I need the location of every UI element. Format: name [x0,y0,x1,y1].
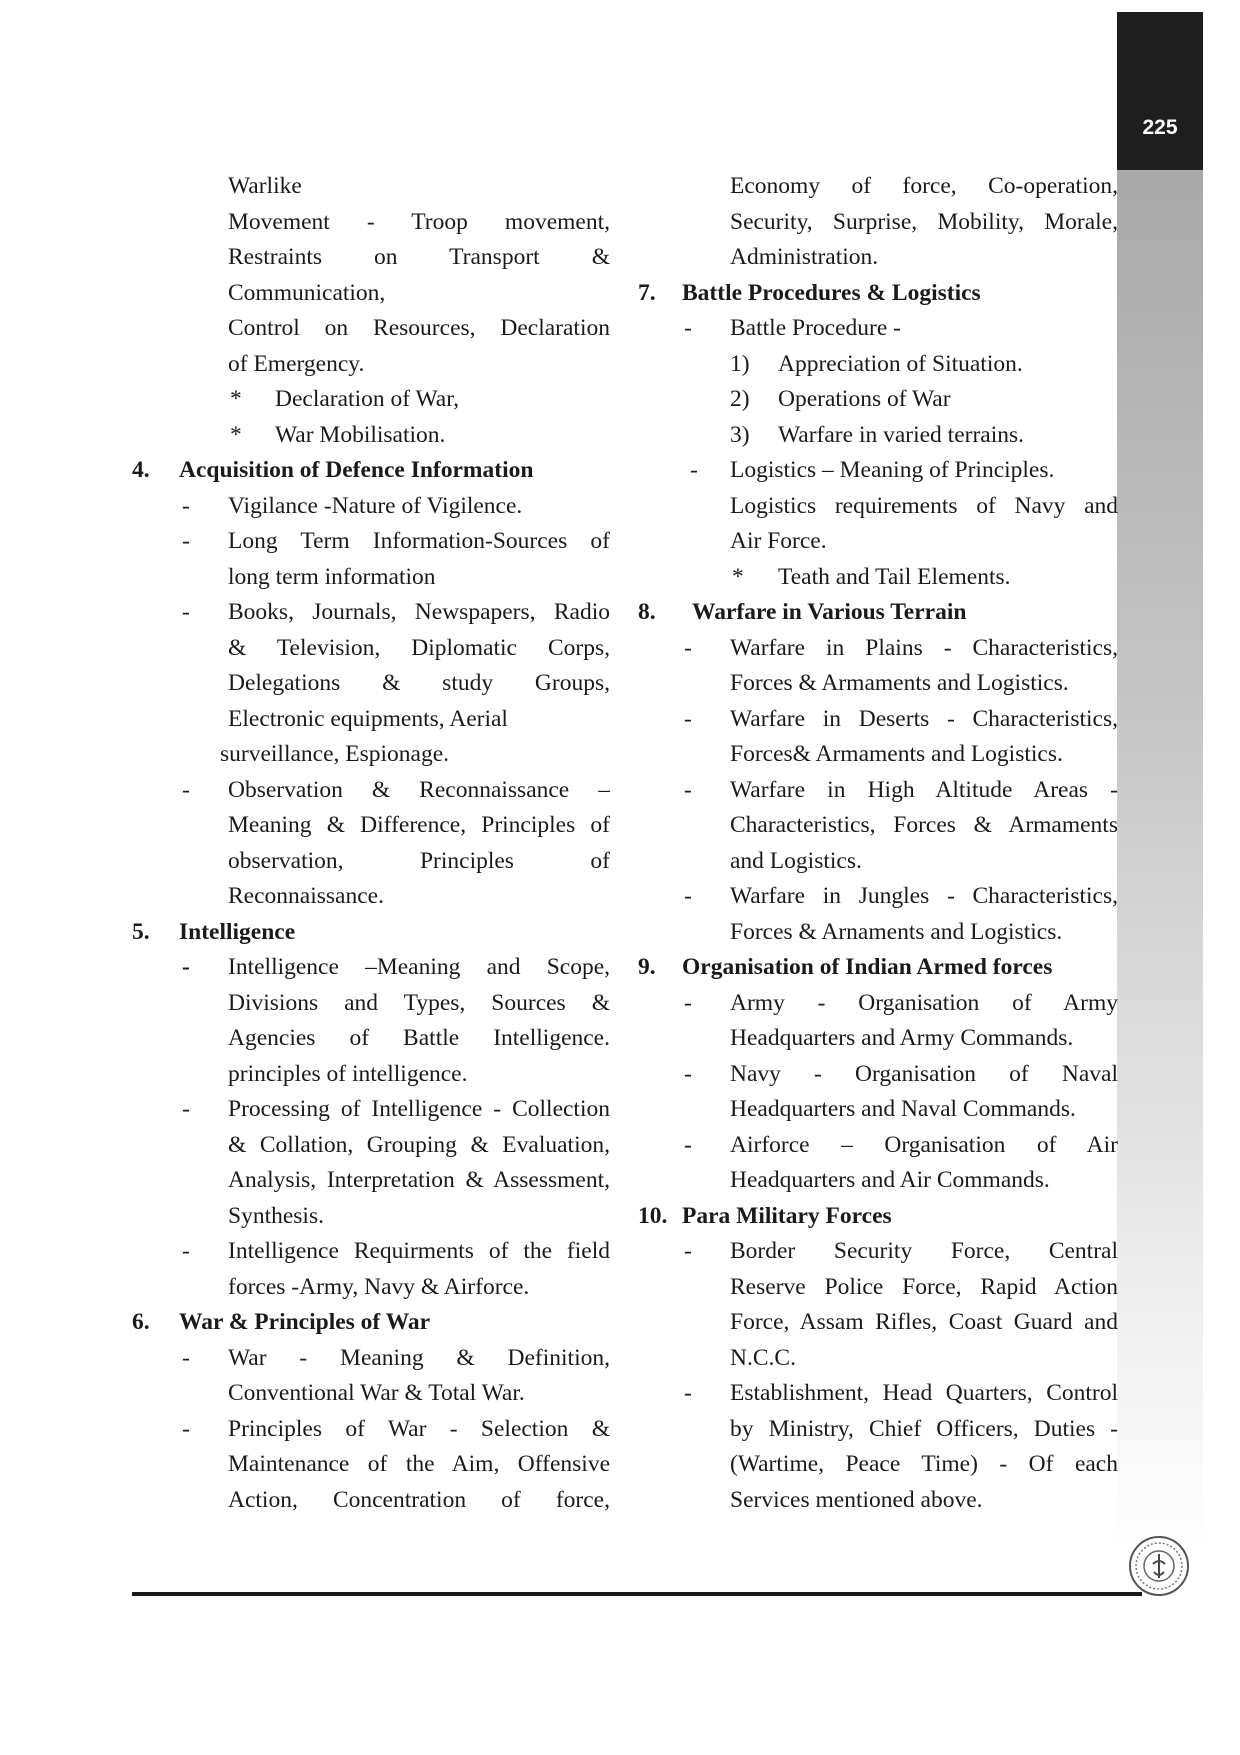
text-line: surveillance, Espionage. [220,741,450,767]
list-item: - Navy - Organisation of Naval [684,1060,1118,1087]
emblem-icon [1127,1534,1191,1598]
text-line: Characteristics, Forces & Armaments [730,812,1118,838]
text-line: by Ministry, Chief Officers, Duties - [730,1415,1118,1442]
text-line: Synthesis. [228,1202,324,1229]
text-line: of Emergency. [228,350,365,377]
text-line: & Television, Diplomatic Corps, [228,634,610,661]
left-column [132,169,612,1518]
section-heading: 4. Acquisition of Defence Information [132,457,534,483]
text-line: observation, Principles of [228,847,610,874]
text-line: N.C.C. [730,1344,796,1371]
section-heading: 9. Organisation of Indian Armed forces [638,954,1053,980]
text-line: Headquarters and Air Commands. [730,1167,1050,1193]
text-line: Electronic equipments, Aerial [228,705,508,732]
section-heading: 8. Warfare in Various Terrain [638,599,967,625]
list-item: - Processing of Intelligence - Collection [182,1096,610,1122]
list-item: - Observation & Reconnaissance – [182,776,610,803]
text-line: Forces & Armaments and Logistics. [730,670,1069,696]
text-line: Forces & Arnaments and Logistics. [730,918,1063,945]
text-line: Air Force. [730,528,827,554]
text-line: Agencies of Battle Intelligence. [228,1025,610,1051]
list-item: - War - Meaning & Definition, [182,1344,610,1371]
text-line: Headquarters and Naval Commands. [730,1096,1076,1122]
text-line: principles of intelligence. [228,1060,468,1087]
text-line: Reconnaissance. [228,883,384,909]
text-line: Action, Concentration of force, [228,1486,610,1513]
text-line: Forces& Armaments and Logistics. [730,741,1063,767]
list-item: - Intelligence –Meaning and Scope, [182,954,610,980]
text-line: Security, Surprise, Mobility, Morale, [730,208,1118,235]
text-line: Services mentioned above. [730,1486,983,1513]
list-item: - Airforce – Organisation of Air [684,1131,1118,1158]
list-item: - Warfare in Deserts - Characteristics, [684,705,1118,732]
text-line: Reserve Police Force, Rapid Action [730,1273,1118,1300]
text-line: Force, Assam Rifles, Coast Guard and [730,1309,1118,1335]
numbered-item: 2) Operations of War [730,386,951,412]
text-line: & Collation, Grouping & Evaluation, [228,1131,610,1158]
text-line: Economy of force, Co-operation, [730,173,1118,199]
text-line: (Wartime, Peace Time) - Of each [730,1451,1118,1477]
numbered-item: 1) Appreciation of Situation. [730,350,1023,377]
list-item: - Warfare in High Altitude Areas - [684,776,1118,803]
bullet-item: * Teath and Tail Elements. [732,563,1011,590]
list-item: - Principles of War - Selection & [182,1415,610,1442]
text-line: long term information [228,563,436,590]
text-line: and Logistics. [730,847,862,874]
list-item: - Battle Procedure - [684,315,901,341]
text-line: Administration. [730,244,879,270]
bullet-item: * Declaration of War, [230,386,459,412]
list-item: - Vigilance -Nature of Vigilence. [182,492,523,519]
right-column [638,169,1120,1518]
text-line: Analysis, Interpretation & Assessment, [228,1167,610,1193]
text-line: Meaning & Difference, Principles of [228,812,610,838]
list-item: - Border Security Force, Central [684,1238,1118,1264]
text-line: Delegations & study Groups, [228,670,610,696]
text-line: Communication, [228,279,386,306]
list-item: - Army - Organisation of Army [684,989,1118,1016]
list-item: - Warfare in Jungles - Characteristics, [684,883,1118,909]
text-line: Divisions and Types, Sources & [228,989,610,1016]
page-tab [1117,12,1203,170]
list-item: - Long Term Information-Sources of [182,528,610,554]
text-line: Maintenance of the Aim, Offensive [228,1451,610,1477]
text-line: Headquarters and Army Commands. [730,1025,1074,1051]
section-heading: 7. Battle Procedures & Logistics [638,279,981,306]
text-line: Warlike [228,173,302,199]
text-line: Logistics requirements of Navy and [730,492,1118,519]
list-item: - Intelligence Requirments of the field [182,1238,610,1264]
text-line: Movement - Troop movement, [228,208,610,235]
section-heading: 5. Intelligence [132,918,296,945]
text-line: Control on Resources, Declaration [228,315,610,341]
section-heading: 6. War & Principles of War [132,1309,431,1335]
side-gradient-bar [1117,170,1203,1550]
footer-rule [132,1592,1142,1596]
list-item: - Establishment, Head Quarters, Control [684,1380,1118,1406]
section-heading: 10. Para Military Forces [638,1202,892,1229]
text-line: Restraints on Transport & [228,244,610,270]
list-item: - Books, Journals, Newspapers, Radio [182,599,610,625]
list-item: - Warfare in Plains - Characteristics, [684,634,1118,661]
list-item: - Logistics – Meaning of Principles. [690,457,1055,483]
text-line: Conventional War & Total War. [228,1380,525,1406]
numbered-item: 3) Warfare in varied terrains. [730,421,1025,448]
text-line: forces -Army, Navy & Airforce. [228,1273,530,1300]
bullet-item: * War Mobilisation. [230,421,446,448]
page-number: 225 [1142,116,1178,139]
